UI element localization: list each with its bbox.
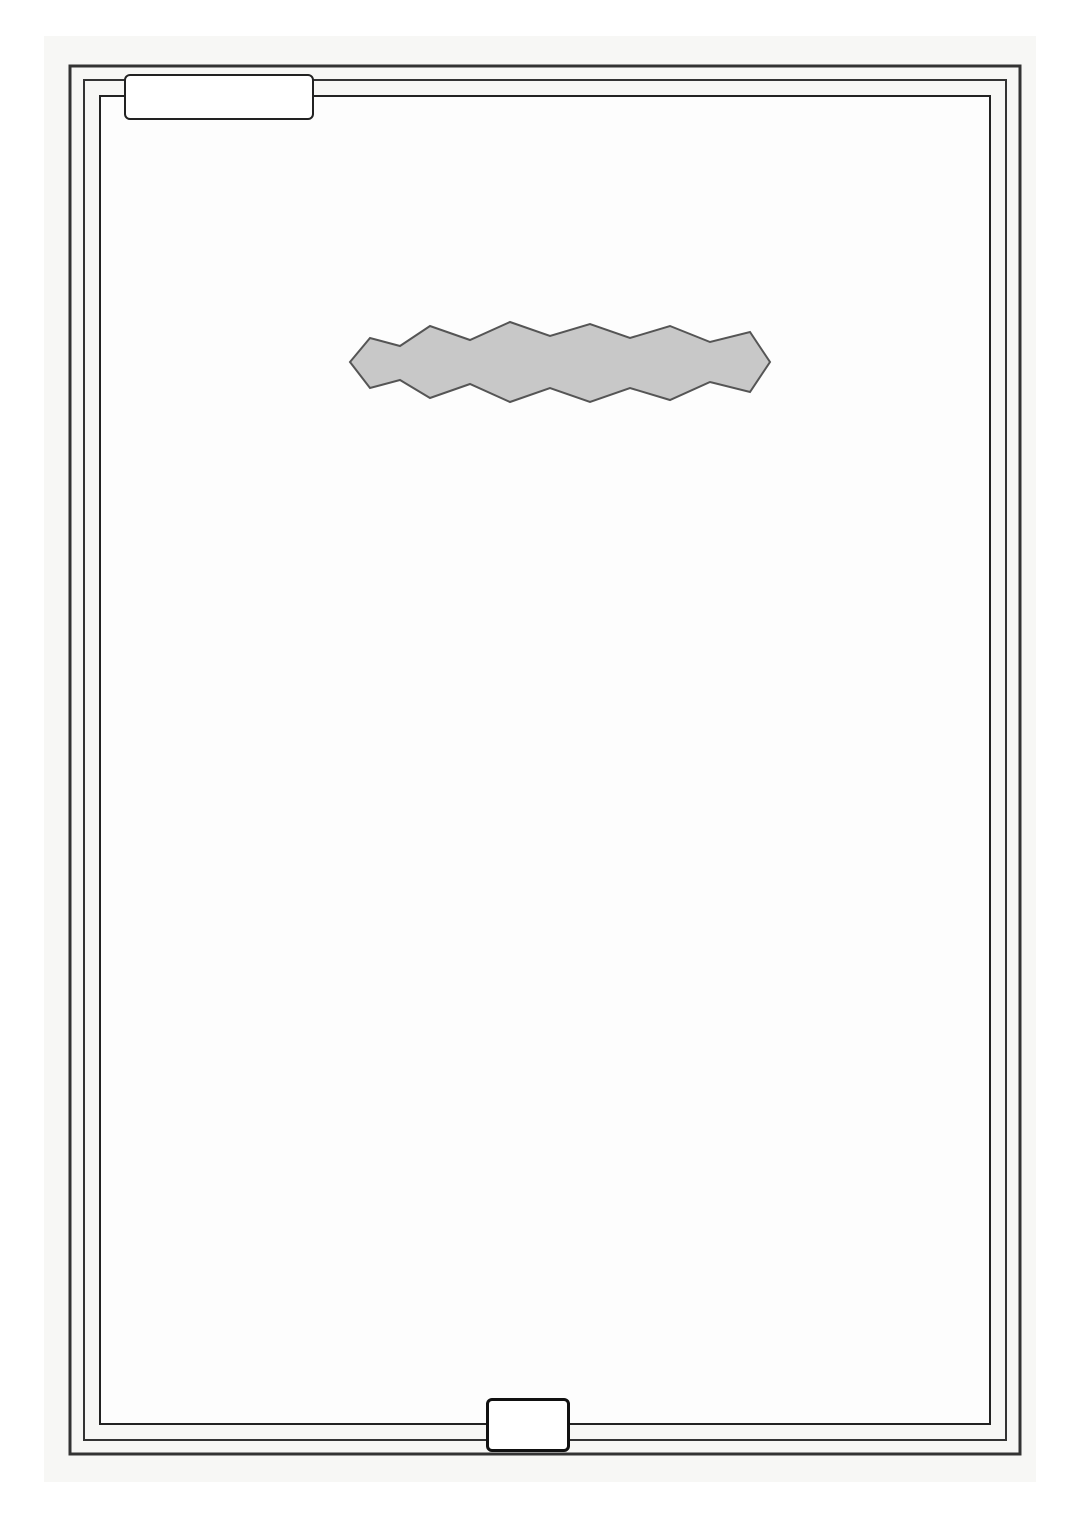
author-label bbox=[124, 74, 314, 120]
page-number bbox=[486, 1398, 570, 1452]
section-title-banner bbox=[330, 318, 780, 406]
